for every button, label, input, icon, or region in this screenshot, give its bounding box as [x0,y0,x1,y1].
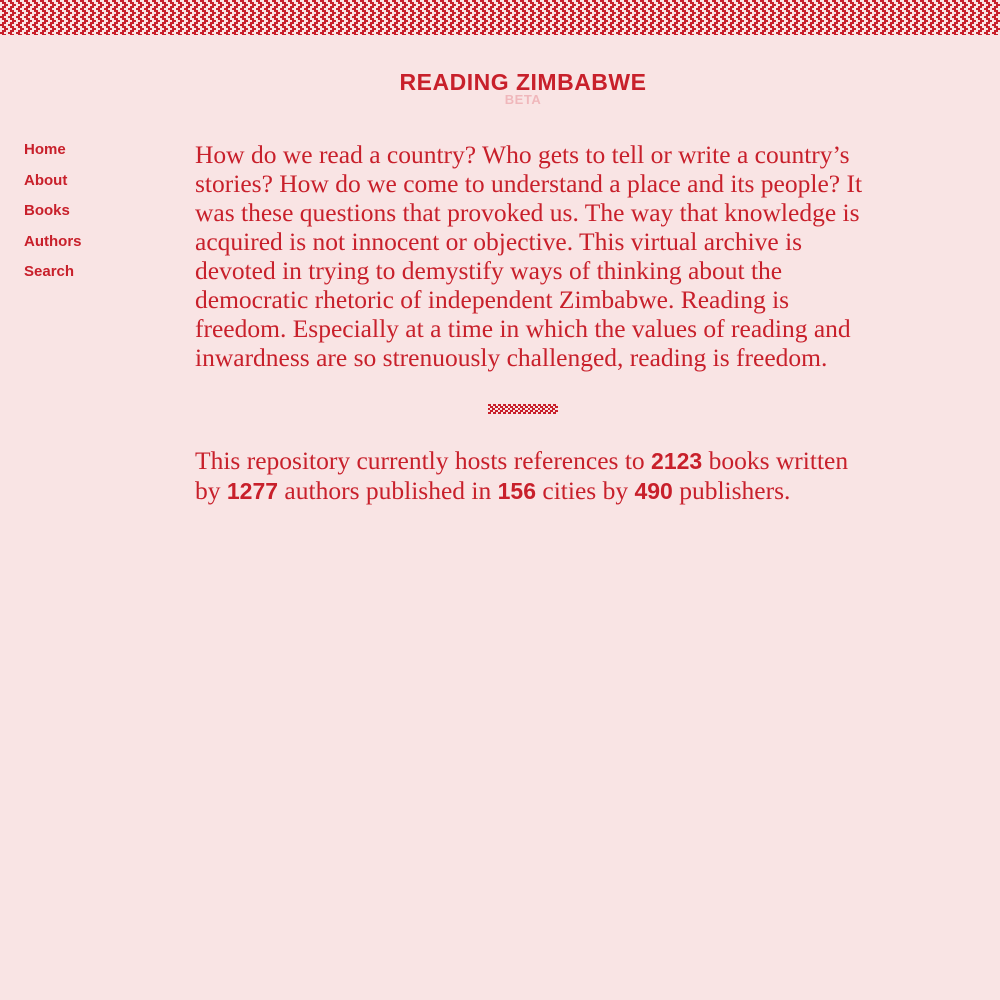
stats-text: This repository currently hosts references to [195,446,652,475]
nav-link-books[interactable]: Books [24,202,70,219]
publishers-count: 490 [634,478,673,504]
stats-text: authors published in [278,476,498,505]
stats-paragraph [195,446,863,506]
nav-link-about[interactable]: About [24,171,68,189]
top-pattern-border [0,0,1000,35]
zigzag-divider-icon [488,404,558,414]
intro-paragraph: How do we read a country? Who gets to tell or write a country’s stories? How do we come to understand a place and its people? It was these questions that provoked us. The way that knowledge is acquired is not innocent or objective. This virtual archive is devoted in trying to demystify ways of thinking about the democratic rhetoric of independent Zimbabwe. Reading is freedom. Especially at a time in which the values of reading and inwardness are so strenuously challenged, reading is freedom. [195,140,863,372]
stats-text: books written by [195,446,849,505]
books-count: 2123 [651,448,703,474]
nav-link-home[interactable]: Home [24,141,66,158]
side-nav [24,140,164,293]
site-header [0,68,1000,106]
nav-link-search[interactable]: Search [24,263,75,280]
nav-link-authors[interactable]: Authors [24,232,82,250]
main-content [195,140,863,506]
cities-count: 156 [497,478,536,504]
authors-count: 1277 [226,478,279,504]
site-subtitle: BETA [504,92,542,107]
stats-text: cities by [536,476,635,505]
site-title[interactable]: READING ZIMBABWE [399,69,647,95]
stats-text: publishers. [672,476,791,505]
